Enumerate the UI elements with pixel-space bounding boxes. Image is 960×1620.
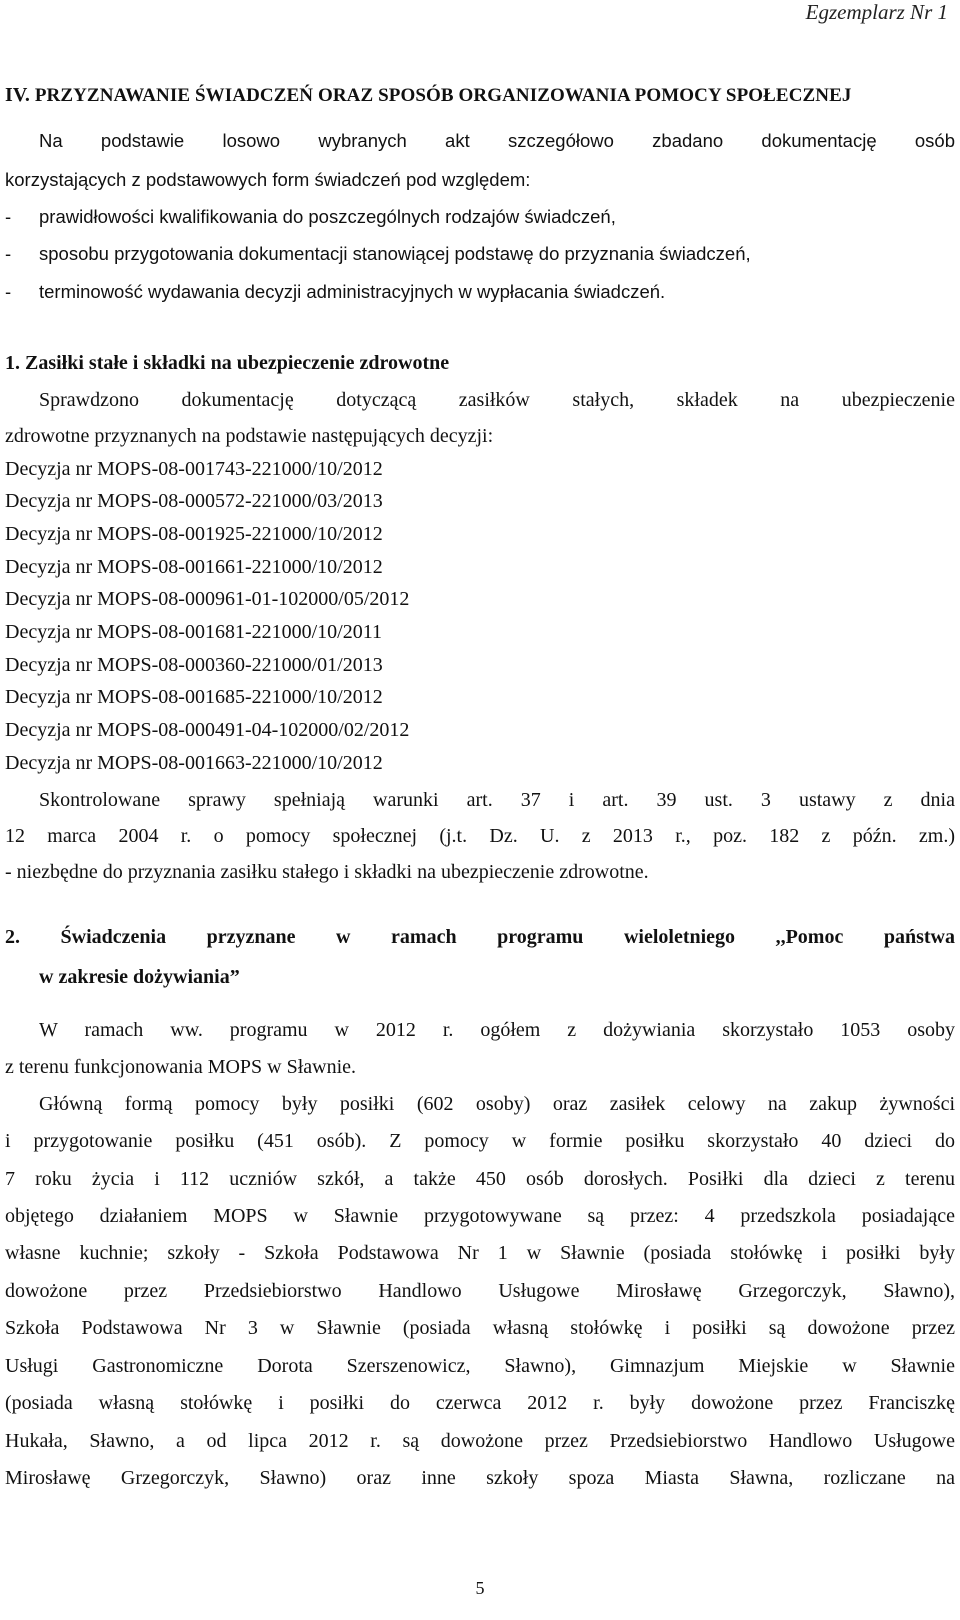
- sub2-p2-line: dowożone przez Przedsiebiorstwo Handlowo Usługowe Mirosławę Grzegorczyk, Sławno),: [5, 1280, 955, 1302]
- sub1-conclusion-line-2: 12 marca 2004 r. o pomocy społecznej (j.t. Dz. U. z 2013 r., poz. 182 z późn. zm.): [5, 825, 955, 847]
- sub2-p2-line: objętego działaniem MOPS w Sławnie przygotowywane są przez: 4 przedszkola posiadające: [5, 1205, 955, 1227]
- intro-line-2: korzystających z podstawowych form świadczeń pod względem:: [5, 169, 531, 190]
- sub1-para-line-1: Sprawdzono dokumentację dotyczącą zasiłków stałych, składek na ubezpieczenie: [39, 389, 955, 411]
- bullet-dash: -: [5, 206, 12, 227]
- sub2-p2-line: własne kuchnie; szkoły - Szkoła Podstawowa Nr 1 w Sławnie (posiada stołówkę i posiłki były: [5, 1242, 955, 1264]
- sub1-para-line-2: zdrowotne przyznanych na podstawie następujących decyzji:: [5, 425, 494, 447]
- sub2-p2-line: i przygotowanie posiłku (451 osób). Z pomocy w formie posiłku skorzystało 40 dzieci do: [5, 1130, 955, 1152]
- decision-item: Decyzja nr MOPS-08-001685-221000/10/2012: [5, 686, 383, 708]
- intro-bullet-2: [5, 243, 751, 265]
- decision-item: Decyzja nr MOPS-08-000961-01-102000/05/2012: [5, 588, 410, 610]
- page-number: 5: [475, 1578, 485, 1598]
- sub2-p2-line: Usługi Gastronomiczne Dorota Szerszenowicz, Sławno), Gimnazjum Miejskie w Sławnie: [5, 1355, 955, 1377]
- decision-item: Decyzja nr MOPS-08-001925-221000/10/2012: [5, 523, 383, 545]
- sub2-p2-line: Mirosławę Grzegorczyk, Sławno) oraz inne szkoły spoza Miasta Sławna, rozliczane na: [5, 1467, 955, 1489]
- intro-bullet-3: [5, 281, 665, 303]
- sub2-p2-line: Hukała, Sławno, a od lipca 2012 r. są dowożone przez Przedsiebiorstwo Handlowo Usługowe: [5, 1430, 955, 1452]
- subsection-2-heading-line-1: 2. Świadczenia przyznane w ramach programu wieloletniego ,,Pomoc państwa: [5, 926, 955, 948]
- decision-item: Decyzja nr MOPS-08-000360-221000/01/2013: [5, 654, 383, 676]
- bullet-text: terminowość wydawania decyzji administracyjnych w wypłacania świadczeń.: [39, 281, 666, 302]
- intro-bullet-1: [5, 206, 616, 228]
- decision-item: Decyzja nr MOPS-08-001743-221000/10/2012: [5, 458, 383, 480]
- bullet-dash: -: [5, 281, 12, 302]
- sub2-p2-line: Szkoła Podstawowa Nr 3 w Sławnie (posiada własną stołówkę i posiłki są dowożone przez: [5, 1317, 955, 1339]
- sub2-p1-line-2: z terenu funkcjonowania MOPS w Sławnie.: [5, 1056, 357, 1078]
- section-title: [5, 84, 852, 107]
- sub1-conclusion-line-1: Skontrolowane sprawy spełniają warunki art. 37 i art. 39 ust. 3 ustawy z dnia: [39, 789, 955, 811]
- section-title-text: PRZYZNAWANIE ŚWIADCZEŃ ORAZ SPOSÓB ORGANIZOWANIA POMOCY SPOŁECZNEJ: [34, 85, 852, 106]
- decision-item: Decyzja nr MOPS-08-001681-221000/10/2011: [5, 621, 382, 643]
- sub1-conclusion-line-3: - niezbędne do przyznania zasiłku stałego i składki na ubezpieczenie zdrowotne.: [5, 861, 649, 883]
- decision-item: Decyzja nr MOPS-08-001661-221000/10/2012: [5, 556, 383, 578]
- copy-label: Egzemplarz Nr 1: [805, 0, 948, 24]
- subsection-1-heading: 1. Zasiłki stałe i składki na ubezpieczenie zdrowotne: [5, 352, 450, 374]
- subsection-2-heading-line-2: w zakresie dożywiania”: [39, 966, 240, 988]
- sub2-p1-line-1: W ramach ww. programu w 2012 r. ogółem z dożywiania skorzystało 1053 osoby: [39, 1019, 955, 1041]
- sub2-p2-line: 7 roku życia i 112 uczniów szkół, a także 450 osób dorosłych. Posiłki dla dzieci z terenu: [5, 1168, 955, 1190]
- bullet-text: sposobu przygotowania dokumentacji stanowiącej podstawę do przyznania świadczeń,: [39, 243, 751, 264]
- sub2-p2-line: Główną formą pomocy były posiłki (602 osoby) oraz zasiłek celowy na zakup żywności: [39, 1093, 955, 1115]
- decision-item: Decyzja nr MOPS-08-000491-04-102000/02/2012: [5, 719, 410, 741]
- decision-item: Decyzja nr MOPS-08-000572-221000/03/2013: [5, 490, 383, 512]
- bullet-dash: -: [5, 243, 12, 264]
- intro-line-1: Na podstawie losowo wybranych akt szczegółowo zbadano dokumentację osób: [39, 130, 955, 151]
- sub2-p2-line: (posiada własną stołówkę i posiłki do czerwca 2012 r. były dowożone przez Franciszkę: [5, 1392, 955, 1414]
- section-number: IV.: [5, 84, 30, 106]
- bullet-text: prawidłowości kwalifikowania do poszczególnych rodzajów świadczeń,: [39, 206, 616, 227]
- decision-item: Decyzja nr MOPS-08-001663-221000/10/2012: [5, 752, 383, 774]
